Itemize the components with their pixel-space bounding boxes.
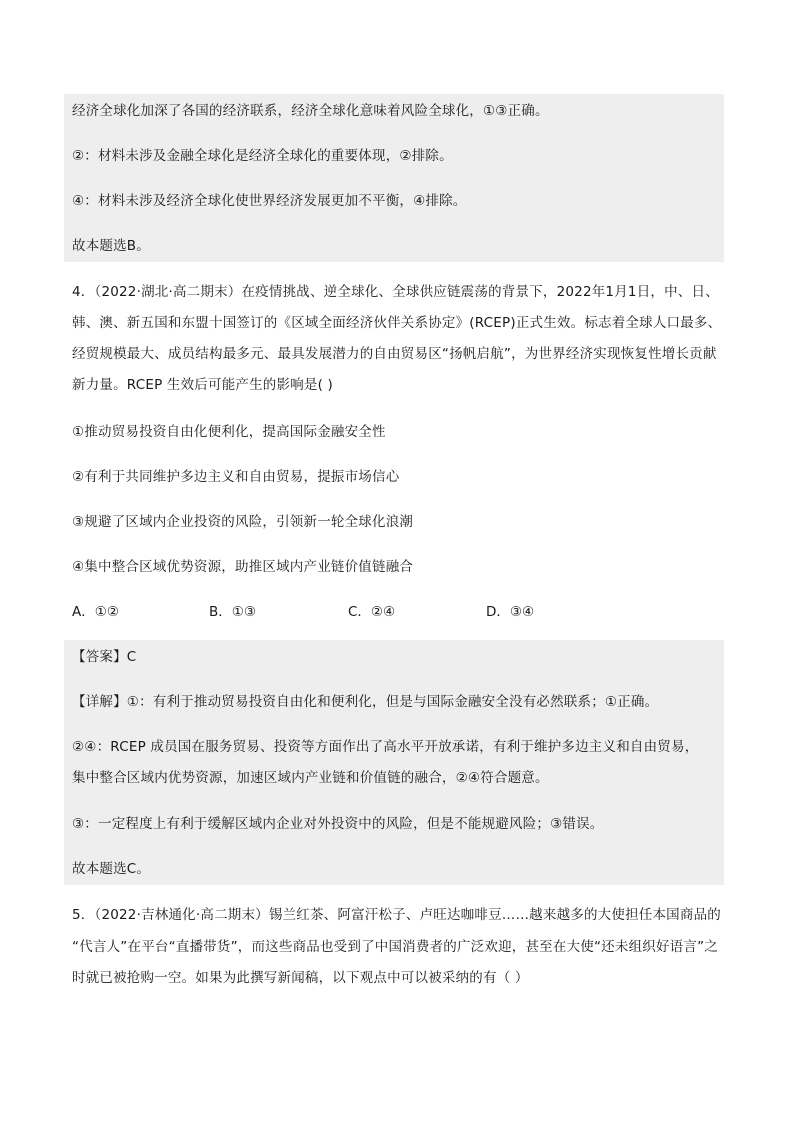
- q5-stem-line: 5．（2022·吉林通化·高二期末）锡兰红茶、阿富汗松子、卢旺达咖啡豆……越来越多的大使担任本国商品的: [72, 907, 721, 923]
- prev-explanation-line: ④：材料未涉及经济全球化使世界经济发展更加不平衡，④排除。: [72, 193, 467, 209]
- q4-detail-line: 集中整合区域内优势资源，加速区域内产业链和价值链的融合，②④符合题意。: [72, 770, 549, 786]
- q4-item: ①推动贸易投资自由化便利化，提高国际金融安全性: [72, 424, 386, 440]
- q4-item: ③规避了区域内企业投资的风险，引领新一轮全球化浪潮: [72, 514, 414, 530]
- q4-item: ②有利于共同维护多边主义和自由贸易，提振市场信心: [72, 469, 400, 485]
- q4-stem-line: 新力量。RCEP 生效后可能产生的影响是( ): [72, 377, 334, 393]
- q4-answer-block: [64, 640, 724, 885]
- prev-explanation-line: 故本题选B。: [72, 238, 150, 254]
- q5-stem-line: 时就已被抢购一空。如果为此撰写新闻稿，以下观点中可以被采纳的有（ ）: [72, 970, 529, 986]
- q4-stem-line: 4．（2022·湖北·高二期末）在疫情挑战、逆全球化、全球供应链震荡的背景下，2022年1月1日，中、日、: [72, 284, 719, 300]
- q4-detail-line: 故本题选C。: [72, 861, 151, 877]
- q4-detail-line: ②④：RCEP 成员国在服务贸易、投资等方面作出了高水平开放承诺，有利于维护多边主义和自由贸易，: [72, 739, 699, 755]
- q4-stem-line: 韩、澳、新五国和东盟十国签订的《区域全面经济伙伴关系协定》(RCEP)正式生效。标志着全球人口最多、: [72, 315, 722, 331]
- q4-option-b: B．①③: [209, 604, 256, 620]
- q4-detail-line: ③：一定程度上有利于缓解区域内企业对外投资中的风险，但是不能规避风险；③错误。: [72, 816, 604, 832]
- q4-option-a: A．①②: [72, 604, 119, 620]
- prev-explanation-line: ②：材料未涉及金融全球化是经济全球化的重要体现，②排除。: [72, 148, 453, 164]
- prev-explanation-line: 经济全球化加深了各国的经济联系，经济全球化意味着风险全球化，①③正确。: [72, 103, 549, 119]
- q4-detail-line: 【详解】①：有利于推动贸易投资自由化和便利化，但是与国际金融安全没有必然联系；①正确。: [72, 694, 659, 710]
- q4-answer: 【答案】C: [72, 649, 137, 665]
- q5-stem-line: “代言人”在平台“直播带货”，而这些商品也受到了中国消费者的广泛欢迎，甚至在大使“还未组织好语言”之: [72, 939, 718, 955]
- q4-option-d: D．③④: [486, 604, 535, 620]
- q4-option-c: C．②④: [348, 604, 396, 620]
- q4-item: ④集中整合区域优势资源，助推区域内产业链价值链融合: [72, 559, 414, 575]
- q4-stem-line: 经贸规模最大、成员结构最多元、最具发展潜力的自由贸易区“扬帆启航”，为世界经济实现恢复性增长贡献: [72, 346, 717, 362]
